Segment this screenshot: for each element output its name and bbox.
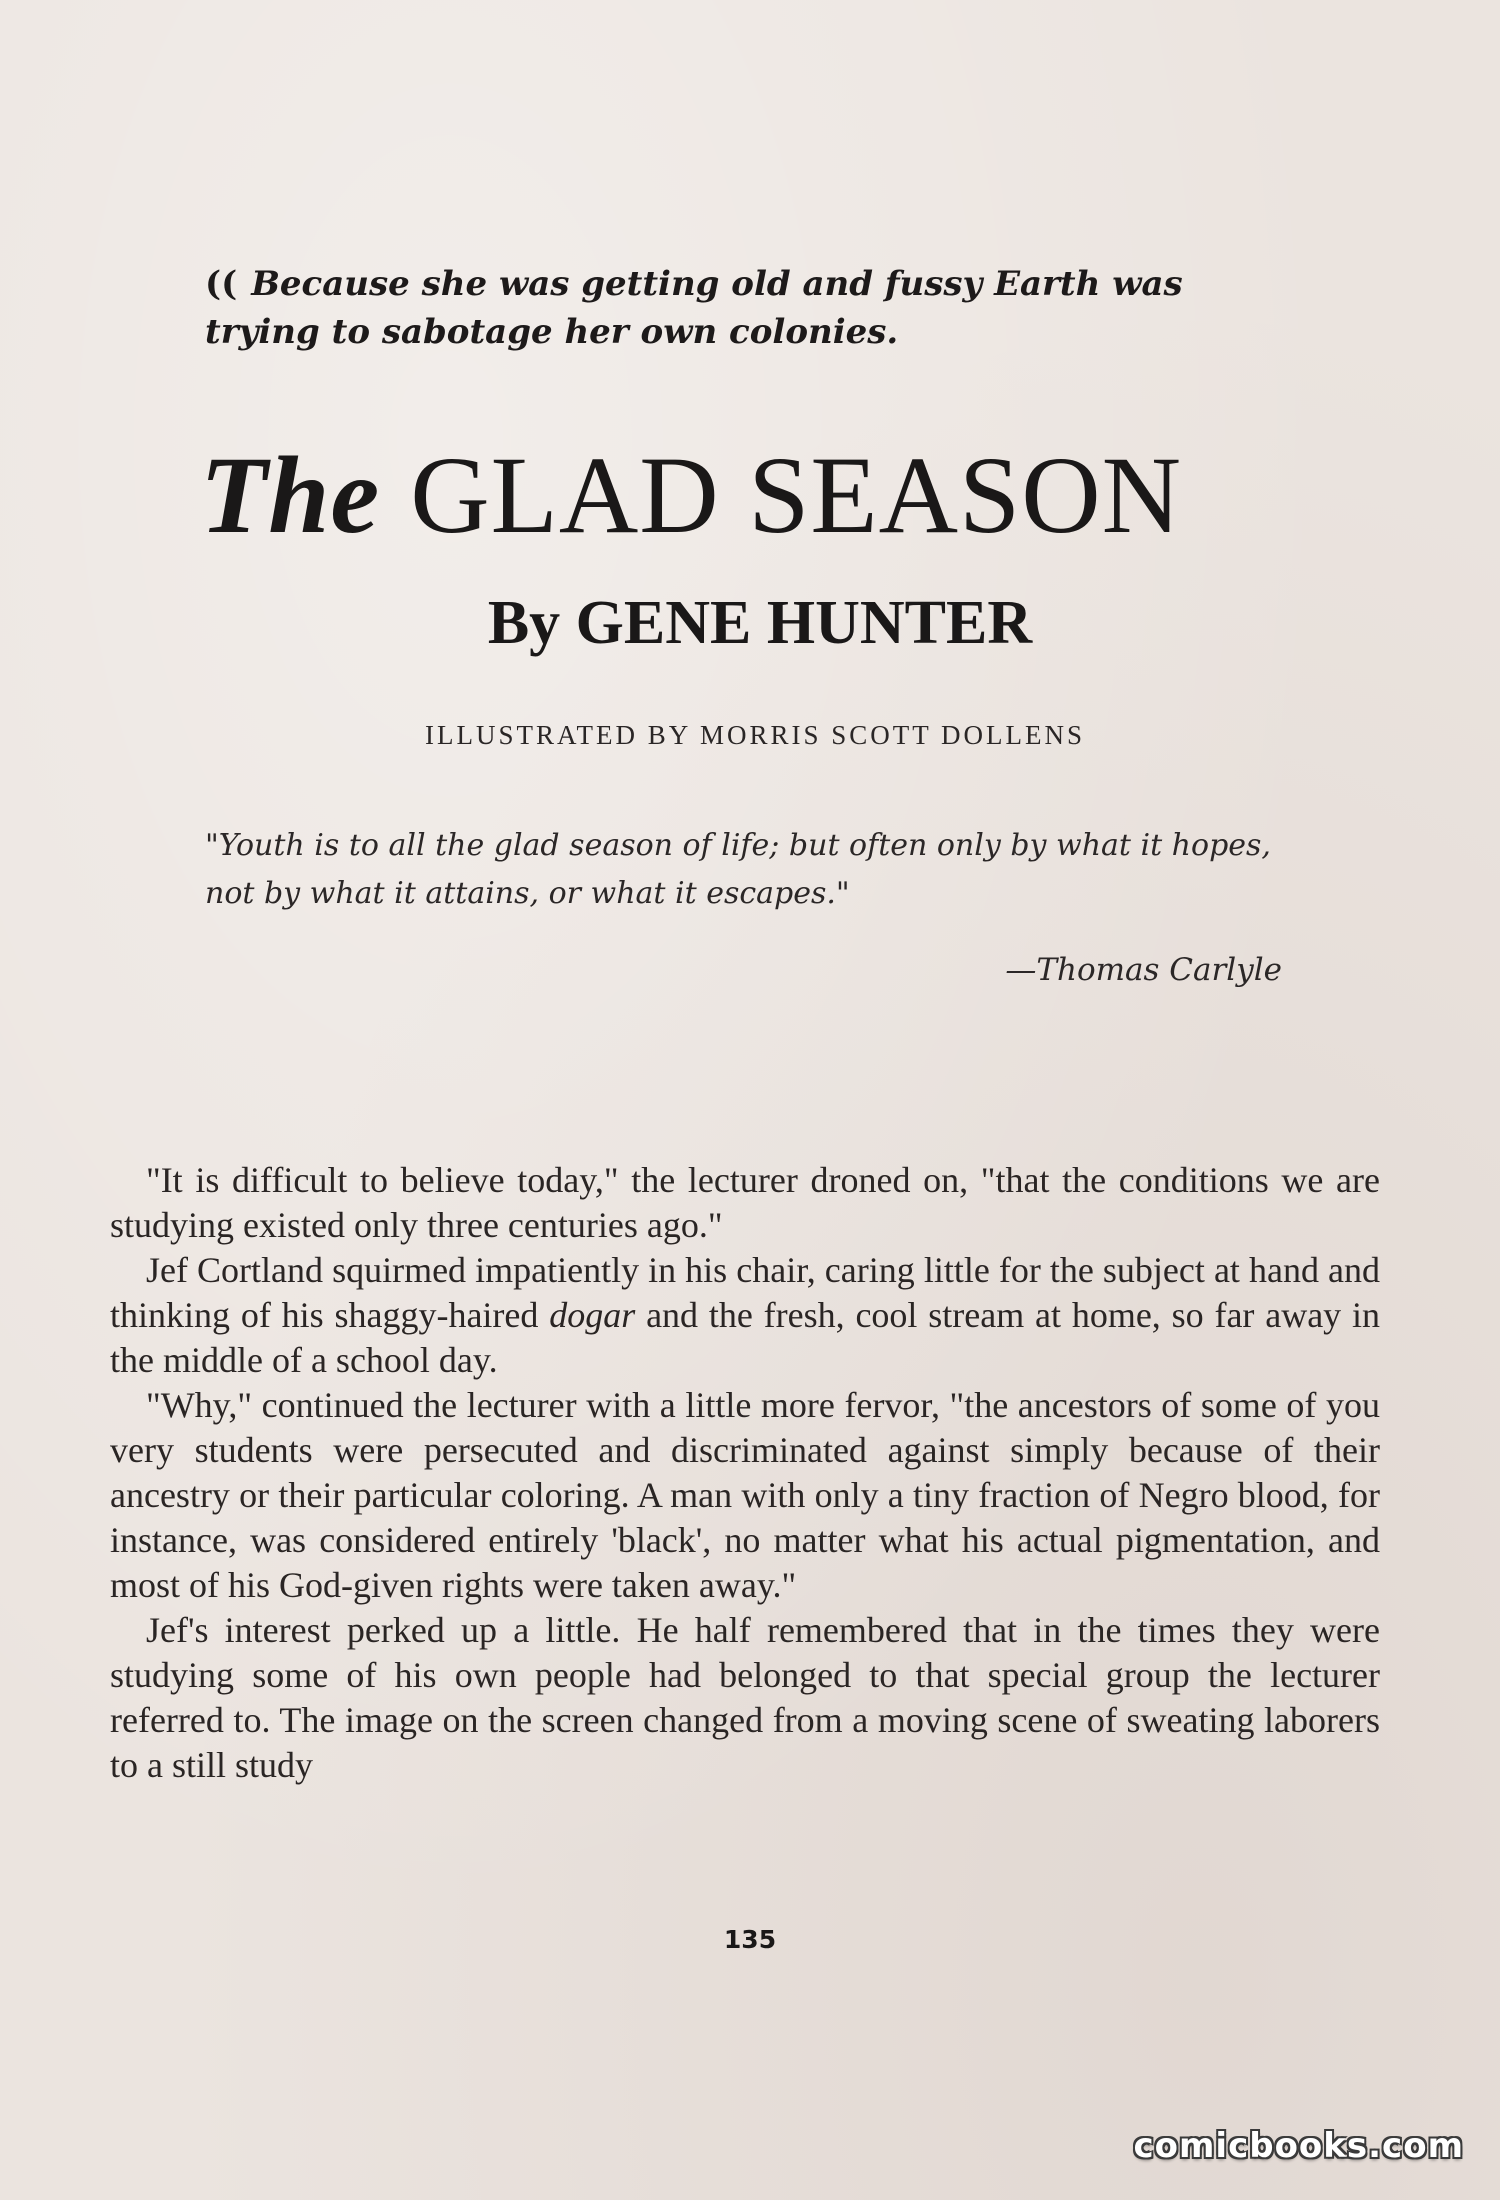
title-main: GLAD SEASON [410,434,1183,556]
epigraph-quote: "Youth is to all the glad season of life; but often only by what it hopes, not by what it attains, or what it escapes." [205,828,1271,911]
title-prefix: The [200,434,381,556]
paragraph-text: Jef Cortland squirmed impatiently in his chair, caring little for the subject at hand and thinking of his shaggy-haired [110,1250,1380,1335]
watermark-logo: comicbooks.com [1133,2126,1464,2166]
story-blurb [205,260,1305,356]
story-paragraph: "It is difficult to believe today," the lecturer droned on, "that the conditions we are studying existed only three centuries ago." [110,1160,1380,1245]
blurb-mark: (( [205,264,238,304]
blurb-text: Because she was getting old and fussy Earth was trying to sabotage her own colonies. [205,264,1183,352]
author-byline: By GENE HUNTER [487,589,1033,657]
story-paragraph: "Why," continued the lecturer with a little more fervor, "the ancestors of some of you very students were persecuted and discriminated against simply because of their ancestry or their particular coloring. A man with only a tiny fraction of Negro blood, for instance, was considered entirely 'black', no matter what his actual pigmentation, and most of his God-given rights were taken away." [110,1385,1380,1605]
epigraph-attribution: —Thomas Carlyle [1005,952,1282,988]
story-paragraph: Jef's interest perked up a little. He half remembered that in the times they were studying some of his own people had belonged to that special group the lecturer referred to. The image on the screen changed from a moving scene of sweating laborers to a still study [110,1610,1380,1785]
story-title [200,435,1320,555]
italic-word: dogar [549,1295,636,1335]
page-number: 135 [723,1925,777,1954]
story-body [110,1158,1380,1788]
story-paragraph [110,1248,1380,1383]
illustrator-credit: ILLUSTRATED BY MORRIS SCOTT DOLLENS [424,720,1086,750]
paragraph-text: and the fresh, cool stream at home, so far away in the middle of a school day. [110,1295,1381,1380]
